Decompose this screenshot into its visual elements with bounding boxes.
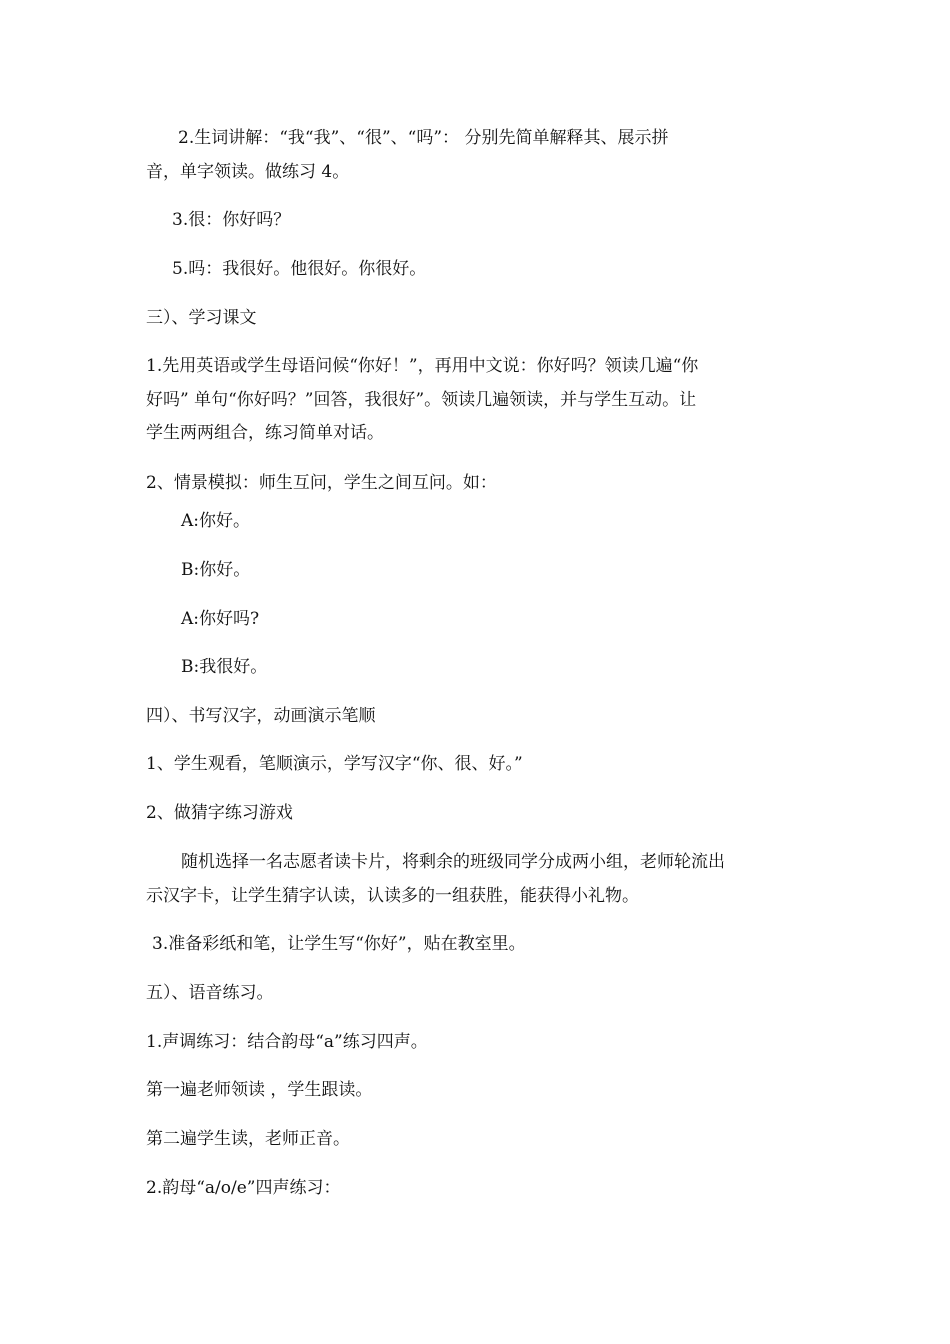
paragraph-line: 1、学生观看，笔顺演示，学写汉字“你、很、好。”: [146, 754, 523, 774]
paragraph-line: 1.声调练习：结合韵母“a”练习四声。: [146, 1032, 428, 1052]
paragraph-line: 示汉字卡，让学生猜字认读，认读多的一组获胜，能获得小礼物。: [146, 886, 639, 906]
paragraph-line: 第二遍学生读，老师正音。: [146, 1129, 350, 1149]
section-heading: 四）、书写汉字，动画演示笔顺: [146, 706, 376, 726]
paragraph-line: 5.吗：我很好。他很好。你很好。: [172, 259, 427, 279]
paragraph-line: 2.韵母“a/o/e”四声练习：: [146, 1178, 341, 1198]
paragraph-line: 1.先用英语或学生母语问候“你好！”，再用中文说：你好吗？领读几遍“你: [146, 356, 699, 376]
paragraph-line: 3.很：你好吗？: [172, 210, 291, 230]
section-heading: 五）、语音练习。: [146, 983, 274, 1003]
paragraph-line: 音，单字领读。做练习 4。: [146, 162, 350, 182]
paragraph-line: 好吗” 单句“你好吗？”回答，我很好”。领读几遍领读，并与学生互动。让: [146, 390, 697, 410]
section-heading: 三）、学习课文: [146, 308, 257, 328]
dialogue-line: A:你好。: [181, 511, 251, 531]
paragraph-line: 3.准备彩纸和笔，让学生写“你好”，贴在教室里。: [152, 934, 526, 954]
dialogue-line: B:我很好。: [181, 657, 268, 677]
paragraph-line: 2、做猜字练习游戏: [146, 803, 293, 823]
paragraph-line: 第一遍老师领读 ，学生跟读。: [146, 1080, 373, 1100]
paragraph-line: 随机选择一名志愿者读卡片，将剩余的班级同学分成两小组，老师轮流出: [181, 852, 725, 872]
dialogue-line: B:你好。: [181, 560, 251, 580]
paragraph-line: 2、情景模拟：师生互问，学生之间互问。如：: [146, 473, 497, 493]
paragraph-line: 2.生词讲解：“我“我”、“很”、“吗”： 分别先简单解释其、展示拼: [178, 128, 669, 148]
dialogue-line: A:你好吗?: [181, 609, 260, 629]
paragraph-line: 学生两两组合，练习简单对话。: [146, 423, 384, 443]
